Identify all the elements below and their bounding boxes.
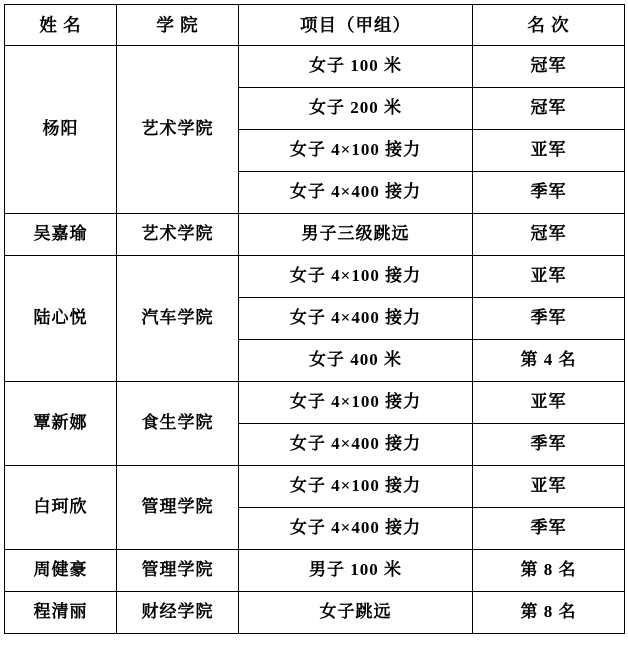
column-header-college: 学 院 xyxy=(117,5,239,46)
cell-event: 女子跳远 xyxy=(239,592,473,634)
cell-rank: 亚军 xyxy=(473,130,625,172)
cell-college: 食生学院 xyxy=(117,382,239,466)
cell-rank: 亚军 xyxy=(473,466,625,508)
cell-college: 财经学院 xyxy=(117,592,239,634)
column-header-event: 项目（甲组） xyxy=(239,5,473,46)
cell-event: 女子 4×400 接力 xyxy=(239,298,473,340)
cell-college: 管理学院 xyxy=(117,550,239,592)
cell-event: 女子 4×400 接力 xyxy=(239,424,473,466)
table-body xyxy=(5,46,625,634)
cell-event: 男子三级跳远 xyxy=(239,214,473,256)
cell-athlete-name: 杨阳 xyxy=(5,46,117,214)
cell-athlete-name: 周健豪 xyxy=(5,550,117,592)
table-row xyxy=(5,46,625,88)
table-header-row xyxy=(5,5,625,46)
cell-college: 艺术学院 xyxy=(117,46,239,214)
cell-athlete-name: 陆心悦 xyxy=(5,256,117,382)
cell-athlete-name: 程清丽 xyxy=(5,592,117,634)
cell-athlete-name: 覃新娜 xyxy=(5,382,117,466)
cell-rank: 亚军 xyxy=(473,382,625,424)
table-row xyxy=(5,466,625,508)
cell-event: 男子 100 米 xyxy=(239,550,473,592)
cell-rank: 第 8 名 xyxy=(473,550,625,592)
cell-event: 女子 4×100 接力 xyxy=(239,466,473,508)
cell-event: 女子 4×100 接力 xyxy=(239,256,473,298)
cell-rank: 冠军 xyxy=(473,88,625,130)
table-row xyxy=(5,214,625,256)
table-row xyxy=(5,382,625,424)
cell-event: 女子 400 米 xyxy=(239,340,473,382)
cell-event: 女子 4×100 接力 xyxy=(239,130,473,172)
cell-event: 女子 4×400 接力 xyxy=(239,172,473,214)
cell-rank: 冠军 xyxy=(473,214,625,256)
athletics-results-table xyxy=(4,4,625,634)
cell-event: 女子 200 米 xyxy=(239,88,473,130)
cell-athlete-name: 吴嘉瑜 xyxy=(5,214,117,256)
table-row xyxy=(5,550,625,592)
cell-event: 女子 4×100 接力 xyxy=(239,382,473,424)
column-header-name: 姓 名 xyxy=(5,5,117,46)
cell-rank: 季军 xyxy=(473,172,625,214)
cell-rank: 季军 xyxy=(473,508,625,550)
cell-rank: 冠军 xyxy=(473,46,625,88)
table-header xyxy=(5,5,625,46)
cell-college: 管理学院 xyxy=(117,466,239,550)
table-row xyxy=(5,592,625,634)
cell-college: 艺术学院 xyxy=(117,214,239,256)
cell-rank: 亚军 xyxy=(473,256,625,298)
table-row xyxy=(5,256,625,298)
cell-athlete-name: 白珂欣 xyxy=(5,466,117,550)
cell-event: 女子 4×400 接力 xyxy=(239,508,473,550)
cell-event: 女子 100 米 xyxy=(239,46,473,88)
column-header-rank: 名 次 xyxy=(473,5,625,46)
cell-rank: 第 4 名 xyxy=(473,340,625,382)
cell-rank: 第 8 名 xyxy=(473,592,625,634)
cell-college: 汽车学院 xyxy=(117,256,239,382)
cell-rank: 季军 xyxy=(473,424,625,466)
cell-rank: 季军 xyxy=(473,298,625,340)
